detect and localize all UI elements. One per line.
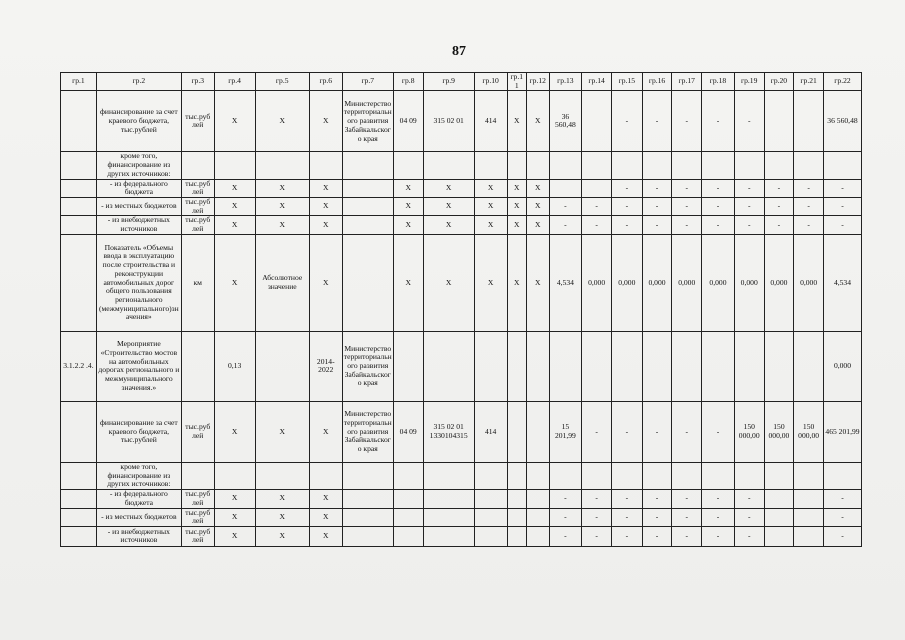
- x-cell: X: [214, 198, 255, 216]
- x-cell: X: [255, 91, 309, 152]
- x-cell: X: [507, 91, 526, 152]
- x-cell: X: [214, 401, 255, 462]
- table-row: [61, 462, 862, 489]
- col-header: гр.15: [611, 73, 642, 91]
- ministry-cell: Министерство территориального развития Забайкальского края: [342, 331, 393, 401]
- table-row: [61, 331, 862, 401]
- dash-cell: -: [611, 490, 642, 508]
- x-cell: X: [474, 234, 507, 331]
- x-cell: X: [214, 508, 255, 526]
- col-header: гр.19: [734, 73, 764, 91]
- dash-cell: -: [672, 198, 702, 216]
- cell: 0,000: [734, 234, 764, 331]
- col-header: гр.21: [794, 73, 824, 91]
- x-cell: X: [393, 198, 423, 216]
- dash-cell: -: [764, 216, 794, 234]
- x-cell: X: [309, 508, 342, 526]
- col-header: гр.13: [549, 73, 582, 91]
- dash-cell: -: [702, 508, 735, 526]
- dash-cell: -: [549, 508, 582, 526]
- dash-cell: -: [702, 91, 735, 152]
- x-cell: X: [526, 216, 549, 234]
- dash-cell: -: [672, 508, 702, 526]
- dash-cell: -: [549, 216, 582, 234]
- col-header: гр.1: [61, 73, 97, 91]
- dash-cell: -: [672, 401, 702, 462]
- x-cell: X: [507, 198, 526, 216]
- col-header: гр.18: [702, 73, 735, 91]
- row-name: - из федерального бюджета: [96, 179, 181, 197]
- dash-cell: -: [734, 198, 764, 216]
- dash-cell: -: [702, 198, 735, 216]
- unit-cell: тыс.руб лей: [181, 179, 214, 197]
- dash-cell: -: [702, 490, 735, 508]
- dash-cell: -: [582, 401, 612, 462]
- cell: 315 02 01: [423, 91, 474, 152]
- x-cell: X: [423, 234, 474, 331]
- dash-cell: -: [549, 490, 582, 508]
- x-cell: X: [255, 526, 309, 546]
- col-header: гр.4: [214, 73, 255, 91]
- cell: 04 09: [393, 401, 423, 462]
- x-cell: X: [474, 198, 507, 216]
- dash-cell: -: [734, 91, 764, 152]
- dash-cell: -: [823, 216, 861, 234]
- row-name: Мероприятие «Строительство мостов на автомобильных дорогах регионального и межмуниципального значения.»: [96, 331, 181, 401]
- table-row: [61, 91, 862, 152]
- x-cell: X: [255, 401, 309, 462]
- row-name: финансирование за счет краевого бюджета, тыс.рублей: [96, 401, 181, 462]
- table-row: [61, 216, 862, 234]
- table-row: [61, 508, 862, 526]
- x-cell: X: [526, 179, 549, 197]
- dash-cell: -: [642, 216, 672, 234]
- dash-cell: -: [549, 526, 582, 546]
- dash-cell: -: [734, 179, 764, 197]
- x-cell: X: [309, 526, 342, 546]
- col-header: гр.1 1: [507, 73, 526, 91]
- cell: 36 560,48: [549, 91, 582, 152]
- dash-cell: -: [734, 508, 764, 526]
- x-cell: X: [255, 508, 309, 526]
- x-cell: X: [309, 234, 342, 331]
- cell: 0,000: [764, 234, 794, 331]
- row-name: - из внебюджетных источников: [96, 216, 181, 234]
- dash-cell: -: [549, 198, 582, 216]
- cell: Абсолютное значение: [255, 234, 309, 331]
- col-header: гр.2: [96, 73, 181, 91]
- dash-cell: -: [702, 526, 735, 546]
- x-cell: X: [474, 179, 507, 197]
- col-header: гр.22: [823, 73, 861, 91]
- x-cell: X: [255, 490, 309, 508]
- dash-cell: -: [702, 179, 735, 197]
- dash-cell: -: [611, 198, 642, 216]
- x-cell: X: [507, 216, 526, 234]
- cell: 150 000,00: [764, 401, 794, 462]
- cell: 414: [474, 91, 507, 152]
- dash-cell: -: [642, 508, 672, 526]
- row-name: - из местных бюджетов: [96, 508, 181, 526]
- x-cell: X: [214, 526, 255, 546]
- x-cell: X: [423, 198, 474, 216]
- x-cell: X: [309, 216, 342, 234]
- x-cell: X: [526, 91, 549, 152]
- cell: 0,000: [642, 234, 672, 331]
- cell: 0,13: [214, 331, 255, 401]
- x-cell: X: [423, 216, 474, 234]
- col-header: гр.6: [309, 73, 342, 91]
- cell: 0,000: [672, 234, 702, 331]
- dash-cell: -: [734, 490, 764, 508]
- row-name: кроме того, финансирование из других источников:: [96, 462, 181, 489]
- dash-cell: -: [642, 91, 672, 152]
- x-cell: X: [309, 179, 342, 197]
- col-header: гр.20: [764, 73, 794, 91]
- dash-cell: -: [642, 490, 672, 508]
- dash-cell: -: [582, 216, 612, 234]
- cell: 0,000: [794, 234, 824, 331]
- col-header: гр.7: [342, 73, 393, 91]
- table-row: [61, 401, 862, 462]
- col-header: гр.9: [423, 73, 474, 91]
- dash-cell: -: [823, 526, 861, 546]
- dash-cell: -: [764, 179, 794, 197]
- unit-cell: тыс.руб лей: [181, 508, 214, 526]
- x-cell: X: [423, 179, 474, 197]
- table-row: [61, 234, 862, 331]
- x-cell: X: [474, 216, 507, 234]
- dash-cell: -: [582, 198, 612, 216]
- dash-cell: -: [611, 526, 642, 546]
- dash-cell: -: [672, 216, 702, 234]
- cell: 0,000: [702, 234, 735, 331]
- dash-cell: -: [611, 216, 642, 234]
- x-cell: X: [255, 179, 309, 197]
- dash-cell: -: [642, 401, 672, 462]
- cell: 465 201,99: [823, 401, 861, 462]
- col-header: гр.16: [642, 73, 672, 91]
- data-table: [60, 72, 862, 547]
- dash-cell: -: [672, 179, 702, 197]
- dash-cell: -: [642, 198, 672, 216]
- dash-cell: -: [702, 401, 735, 462]
- dash-cell: -: [672, 526, 702, 546]
- dash-cell: -: [823, 198, 861, 216]
- x-cell: X: [309, 198, 342, 216]
- col-header: гр.5: [255, 73, 309, 91]
- x-cell: X: [507, 179, 526, 197]
- unit-cell: тыс.руб лей: [181, 401, 214, 462]
- x-cell: X: [214, 490, 255, 508]
- cell: 2014-2022: [309, 331, 342, 401]
- dash-cell: -: [611, 401, 642, 462]
- dash-cell: -: [702, 216, 735, 234]
- cell: 150 000,00: [734, 401, 764, 462]
- cell: 15 201,99: [549, 401, 582, 462]
- x-cell: X: [309, 91, 342, 152]
- x-cell: X: [214, 216, 255, 234]
- dash-cell: -: [734, 526, 764, 546]
- x-cell: X: [309, 401, 342, 462]
- dash-cell: -: [672, 490, 702, 508]
- dash-cell: -: [823, 490, 861, 508]
- table-row: [61, 179, 862, 197]
- row-name: - из местных бюджетов: [96, 198, 181, 216]
- unit-cell: тыс.руб лей: [181, 490, 214, 508]
- unit-cell: тыс.руб лей: [181, 91, 214, 152]
- dash-cell: -: [611, 91, 642, 152]
- x-cell: X: [255, 216, 309, 234]
- dash-cell: -: [642, 179, 672, 197]
- dash-cell: -: [734, 216, 764, 234]
- x-cell: X: [507, 234, 526, 331]
- header-row: [61, 73, 862, 91]
- dash-cell: -: [582, 490, 612, 508]
- table-row: [61, 490, 862, 508]
- x-cell: X: [255, 198, 309, 216]
- cell: 414: [474, 401, 507, 462]
- x-cell: X: [393, 216, 423, 234]
- row-name: кроме того, финансирование из других источников:: [96, 152, 181, 179]
- dash-cell: -: [582, 526, 612, 546]
- col-header: гр.3: [181, 73, 214, 91]
- dash-cell: -: [794, 198, 824, 216]
- dash-cell: -: [582, 508, 612, 526]
- ministry-cell: Министерство территориального развития Забайкальского края: [342, 91, 393, 152]
- dash-cell: -: [823, 179, 861, 197]
- x-cell: X: [214, 91, 255, 152]
- x-cell: X: [393, 179, 423, 197]
- ministry-cell: Министерство территориального развития Забайкальского края: [342, 401, 393, 462]
- dash-cell: -: [642, 526, 672, 546]
- row-name: - из федерального бюджета: [96, 490, 181, 508]
- col-header: гр.12: [526, 73, 549, 91]
- cell: 315 02 01 1330104315: [423, 401, 474, 462]
- cell: 04 09: [393, 91, 423, 152]
- unit-cell: тыс.руб лей: [181, 526, 214, 546]
- page-number: 87: [452, 44, 466, 59]
- table-row: [61, 198, 862, 216]
- cell: 0,000: [611, 234, 642, 331]
- dash-cell: -: [611, 508, 642, 526]
- cell: 150 000,00: [794, 401, 824, 462]
- x-cell: X: [526, 234, 549, 331]
- dash-cell: -: [794, 216, 824, 234]
- col-header: гр.8: [393, 73, 423, 91]
- table-row: [61, 526, 862, 546]
- cell: 4,534: [823, 234, 861, 331]
- col-header: гр.14: [582, 73, 612, 91]
- dash-cell: -: [823, 508, 861, 526]
- dash-cell: -: [764, 198, 794, 216]
- x-cell: X: [393, 234, 423, 331]
- col-header: гр.17: [672, 73, 702, 91]
- x-cell: X: [214, 179, 255, 197]
- row-name: Показатель «Объемы ввода в эксплуатацию после строительства и реконструкции автомобильных дорог общего пользования регионального (межмуниципального)значения»: [96, 234, 181, 331]
- x-cell: X: [309, 490, 342, 508]
- col-header: гр.10: [474, 73, 507, 91]
- row-name: - из внебюджетных источников: [96, 526, 181, 546]
- table-row: [61, 152, 862, 179]
- cell: 4,534: [549, 234, 582, 331]
- cell: 0,000: [582, 234, 612, 331]
- unit-cell: км: [181, 234, 214, 331]
- dash-cell: -: [672, 91, 702, 152]
- x-cell: X: [214, 234, 255, 331]
- row-name: финансирование за счет краевого бюджета, тыс.рублей: [96, 91, 181, 152]
- unit-cell: тыс.руб лей: [181, 198, 214, 216]
- x-cell: X: [526, 198, 549, 216]
- row-code: 3.1.2.2 .4.: [61, 331, 97, 401]
- dash-cell: -: [611, 179, 642, 197]
- dash-cell: -: [794, 179, 824, 197]
- cell: 0,000: [823, 331, 861, 401]
- unit-cell: тыс.руб лей: [181, 216, 214, 234]
- cell: 36 560,48: [823, 91, 861, 152]
